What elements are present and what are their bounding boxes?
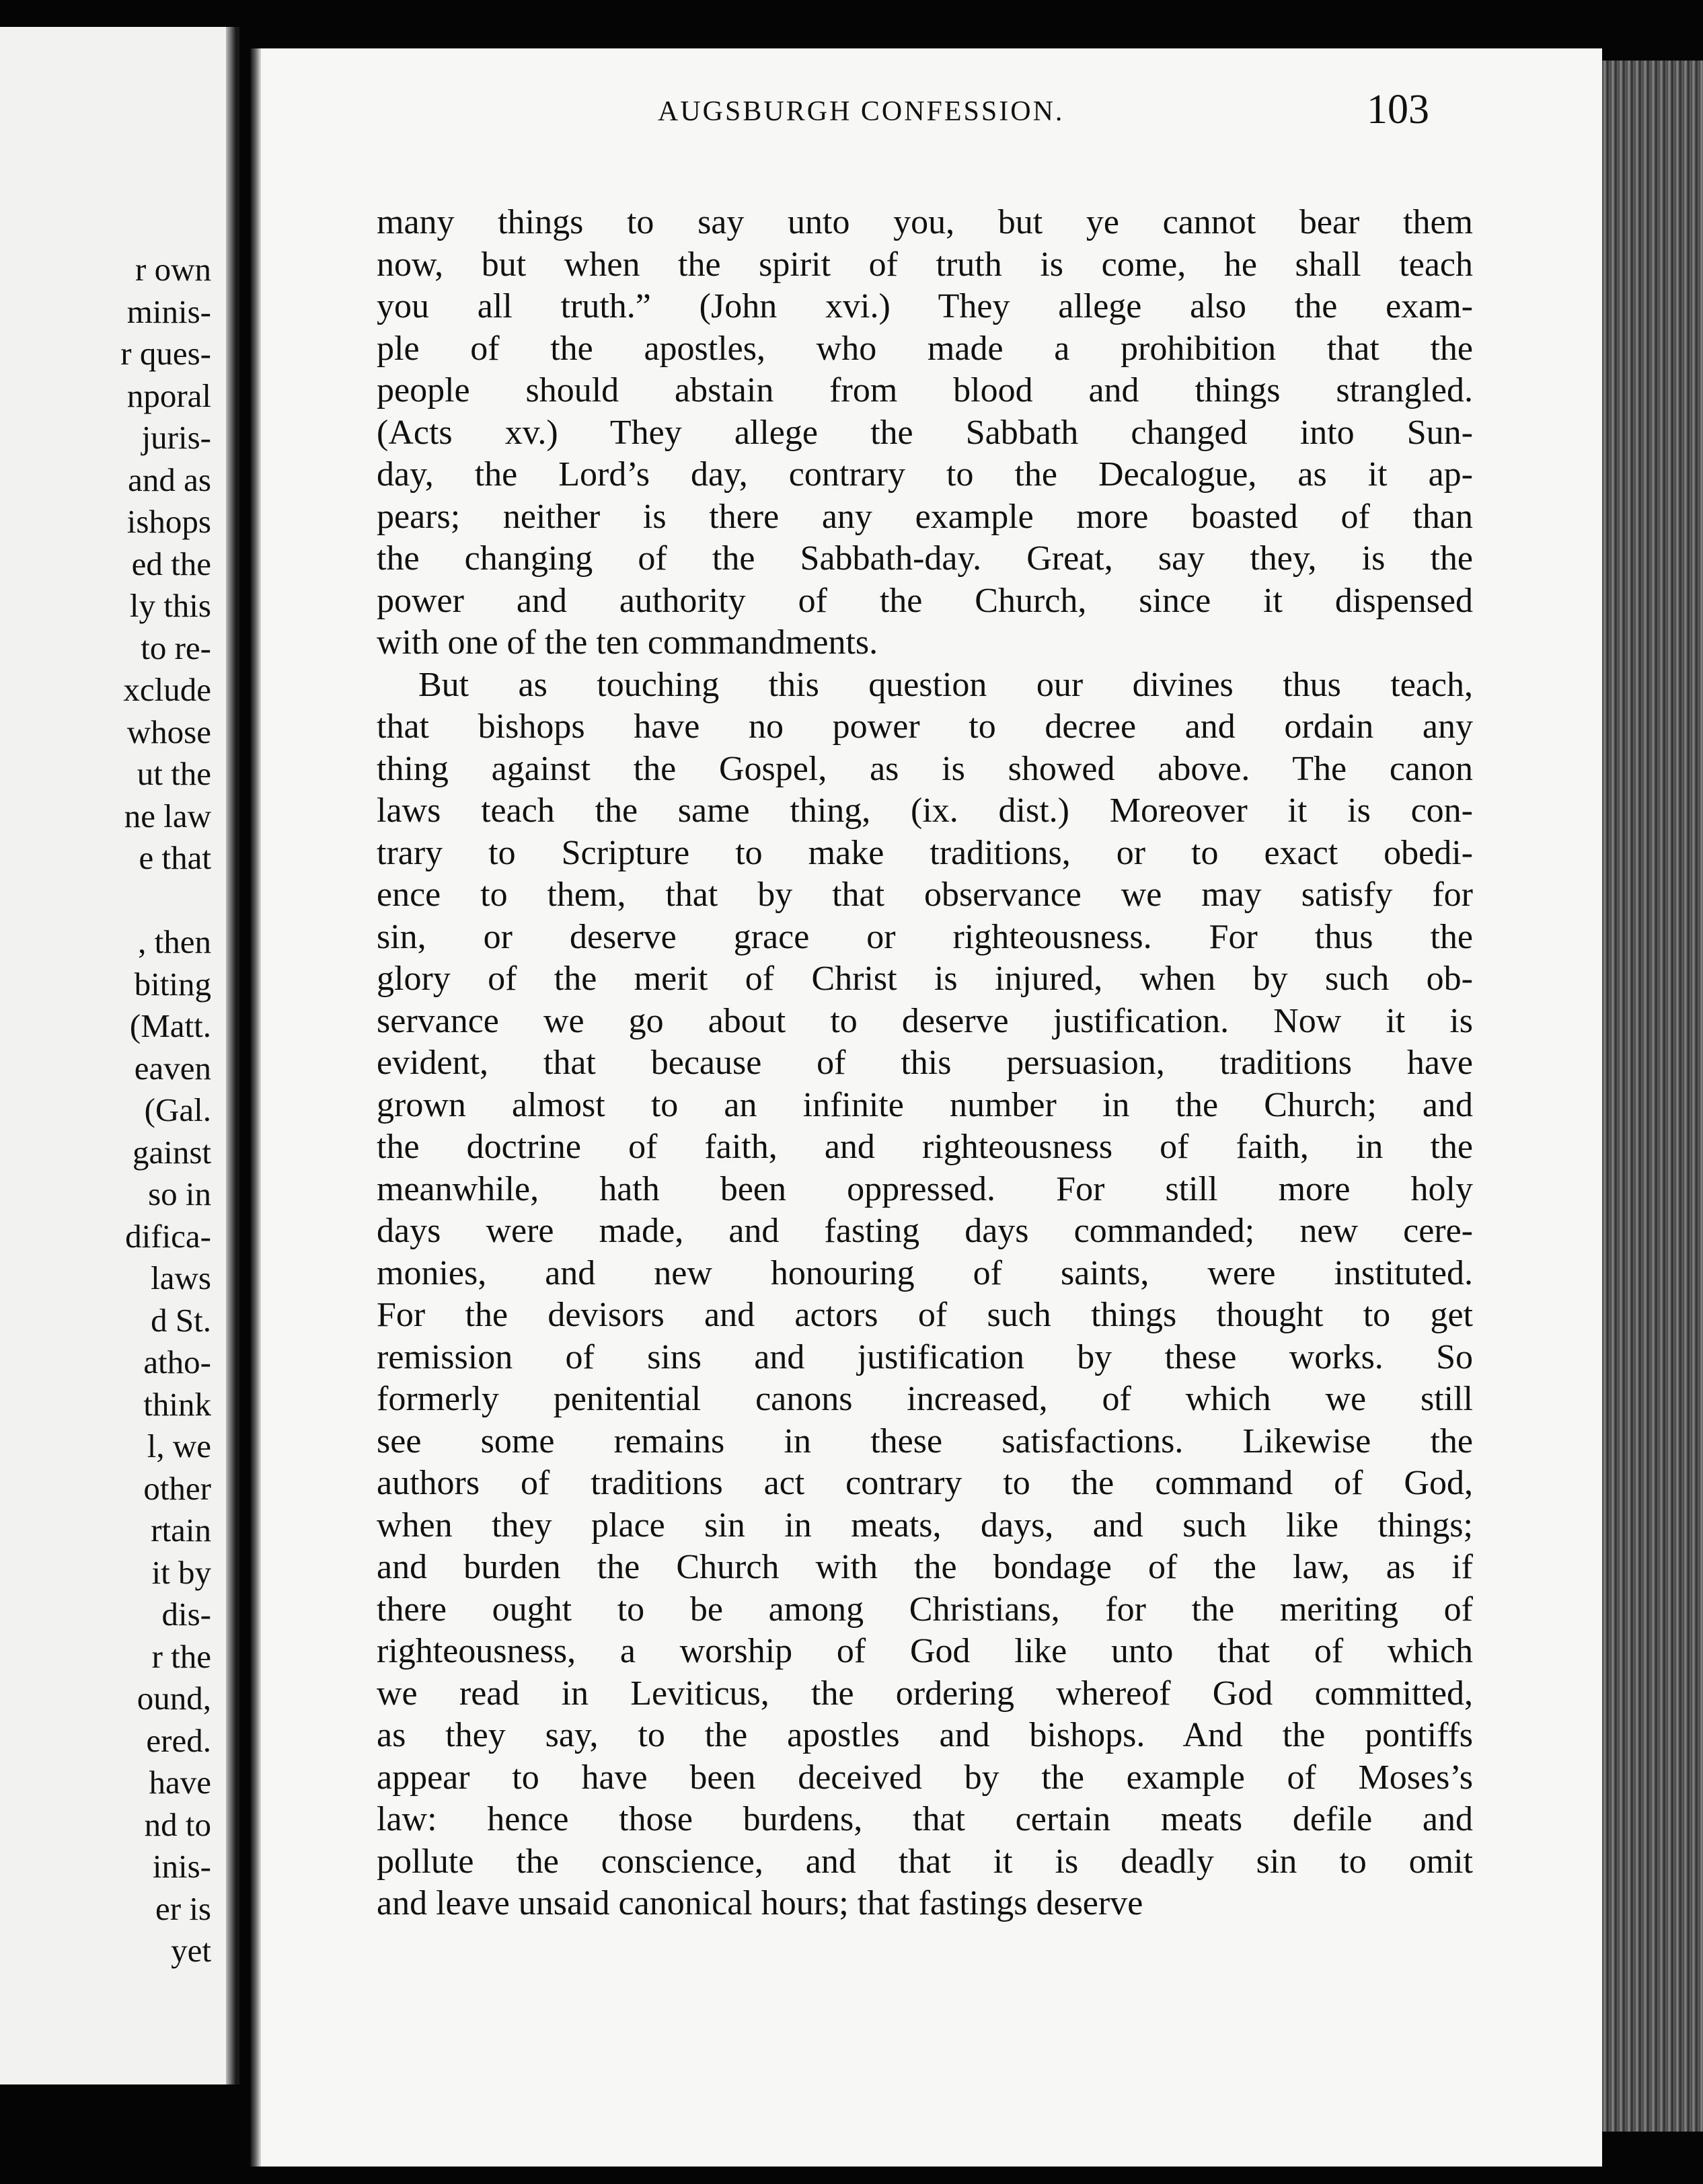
left-page <box>0 27 239 2084</box>
left-page-line: it by <box>151 1553 211 1591</box>
text-line: many things to say unto you, but ye cannot bear them <box>377 203 1473 241</box>
text-line: ence to them, that by that observance we may satisfy for <box>377 875 1473 914</box>
running-head <box>377 86 1453 140</box>
left-page-line: rtain <box>151 1512 211 1549</box>
text-line: formerly penitential canons increased, of which we still <box>377 1380 1473 1418</box>
left-page-line: ly this <box>129 587 211 624</box>
left-page-line: to re- <box>141 629 211 666</box>
left-page-line: ered. <box>146 1721 211 1759</box>
page-number: 103 <box>1367 87 1429 132</box>
text-line: trary to Scripture to make traditions, or to exact obedi- <box>377 833 1473 872</box>
left-page-line: xclude <box>123 671 211 708</box>
left-page-line: whose <box>126 713 211 750</box>
text-line: appear to have been deceived by the example of Moses’s <box>377 1758 1473 1797</box>
running-title: AUGSBURGH CONFESSION. <box>658 96 1065 127</box>
text-line: and burden the Church with the bondage of the law, as if <box>377 1548 1473 1586</box>
left-page-line: l, we <box>147 1428 211 1465</box>
left-page-line: d St. <box>151 1301 211 1339</box>
left-page-line: and as <box>128 461 211 498</box>
text-line: pollute the conscience, and that it is deadly sin to omit <box>377 1842 1473 1881</box>
text-line: that bishops have no power to decree and ordain any <box>377 707 1473 746</box>
left-page-line: dificа- <box>125 1217 211 1255</box>
book-spine-shadow <box>250 48 261 2167</box>
text-line: laws teach the same thing, (ix. dist.) Moreover it is con- <box>377 791 1473 830</box>
text-line: grown almost to an infinite number in the Church; and <box>377 1085 1473 1124</box>
page-edges <box>1602 61 1703 2132</box>
left-page-line: dis- <box>161 1596 211 1633</box>
left-page-line: ed the <box>131 545 211 582</box>
text-line: the doctrine of faith, and righteousness of faith, in the <box>377 1128 1473 1166</box>
text-line: days were made, and fasting days commanded; new cere- <box>377 1212 1473 1250</box>
left-page-line: r ques- <box>120 335 211 372</box>
left-page-line: er is <box>155 1889 211 1927</box>
left-page-line: r own <box>135 251 211 288</box>
text-line: power and authority of the Church, since it dispensed <box>377 581 1473 620</box>
left-page-line: , then <box>138 923 211 960</box>
text-line: see some remains in these satisfactions. Likewise the <box>377 1421 1473 1460</box>
text-line: remission of sins and justification by these works. So <box>377 1337 1473 1376</box>
left-page-line: nd to <box>144 1805 211 1843</box>
body-text <box>377 202 1473 1925</box>
text-line: righteousness, a worship of God like unto that of which <box>377 1632 1473 1670</box>
text-line: now, but when the spirit of truth is come, he shall teach <box>377 245 1473 284</box>
text-line: meanwhile, hath been oppressed. For still more holy <box>377 1169 1473 1208</box>
left-page-line: so in <box>148 1175 211 1212</box>
left-page-line: ne law <box>124 797 211 834</box>
text-line: there ought to be among Christians, for the meriting of <box>377 1590 1473 1629</box>
left-page-line: have <box>149 1764 211 1801</box>
left-page-line: ut the <box>137 755 211 792</box>
text-line: glory of the merit of Christ is injured, when by such ob- <box>377 960 1473 998</box>
left-page-line: (Matt. <box>129 1007 211 1044</box>
text-line: law: hence those burdens, that certain meats defile and <box>377 1800 1473 1838</box>
left-page-line: gainst <box>132 1133 211 1171</box>
text-line: the changing of the Sabbath-day. Great, say they, is the <box>377 539 1473 578</box>
left-page-line <box>9 880 211 922</box>
text-line: and leave unsaid canonical hours; that fastings deserve <box>377 1884 1143 1922</box>
text-line: For the devisors and actors of such things thought to get <box>377 1296 1473 1334</box>
left-page-line: ishops <box>126 503 211 540</box>
left-page-text <box>9 249 211 1972</box>
text-line: authors of traditions act contrary to the command of God, <box>377 1464 1473 1502</box>
text-line: evident, that because of this persuasion, traditions have <box>377 1044 1473 1082</box>
text-line: servance we go about to deserve justification. Now it is <box>377 1001 1473 1040</box>
text-line: you all truth.” (John xvi.) They allege also the exam- <box>377 287 1473 325</box>
left-page-line: e that <box>139 839 211 876</box>
text-line: with one of the ten commandments. <box>377 623 878 662</box>
left-page-line: eaven <box>134 1049 211 1087</box>
left-page-line: think <box>143 1385 211 1423</box>
text-line: monies, and new honouring of saints, were instituted. <box>377 1253 1473 1292</box>
left-page-line: inis- <box>152 1848 211 1885</box>
text-line: ple of the apostles, who made a prohibition that the <box>377 329 1473 368</box>
left-page-line: laws <box>151 1259 211 1296</box>
left-page-line: yet <box>171 1932 211 1969</box>
left-page-line: juris- <box>141 419 211 456</box>
text-line: we read in Leviticus, the ordering whereof God committed, <box>377 1674 1473 1713</box>
left-page-line: r the <box>151 1637 211 1675</box>
text-line: pears; neither is there any example more boasted of than <box>377 497 1473 536</box>
left-page-gutter <box>226 27 235 2084</box>
left-page-line: ound, <box>137 1680 211 1717</box>
left-page-line: atho- <box>143 1343 211 1380</box>
text-line: But as touching this question our divines thus teach, <box>418 665 1473 704</box>
text-line: sin, or deserve grace or righteousness. For thus the <box>377 917 1473 956</box>
text-line: thing against the Gospel, as is showed above. The canon <box>377 749 1473 788</box>
left-page-line: biting <box>134 965 211 1003</box>
left-page-line: minis- <box>126 292 211 330</box>
text-line: as they say, to the apostles and bishops. And the pontiffs <box>377 1716 1473 1754</box>
text-line: when they place sin in meats, days, and such like things; <box>377 1506 1473 1545</box>
left-page-line: other <box>143 1469 211 1507</box>
left-page-line: nporal <box>126 377 211 414</box>
text-line: day, the Lord’s day, contrary to the Decalogue, as it ap- <box>377 455 1473 494</box>
text-line: people should abstain from blood and things strangled. <box>377 371 1473 410</box>
left-page-line: (Gal. <box>144 1091 211 1128</box>
text-line: (Acts xv.) They allege the Sabbath changed into Sun- <box>377 413 1473 452</box>
